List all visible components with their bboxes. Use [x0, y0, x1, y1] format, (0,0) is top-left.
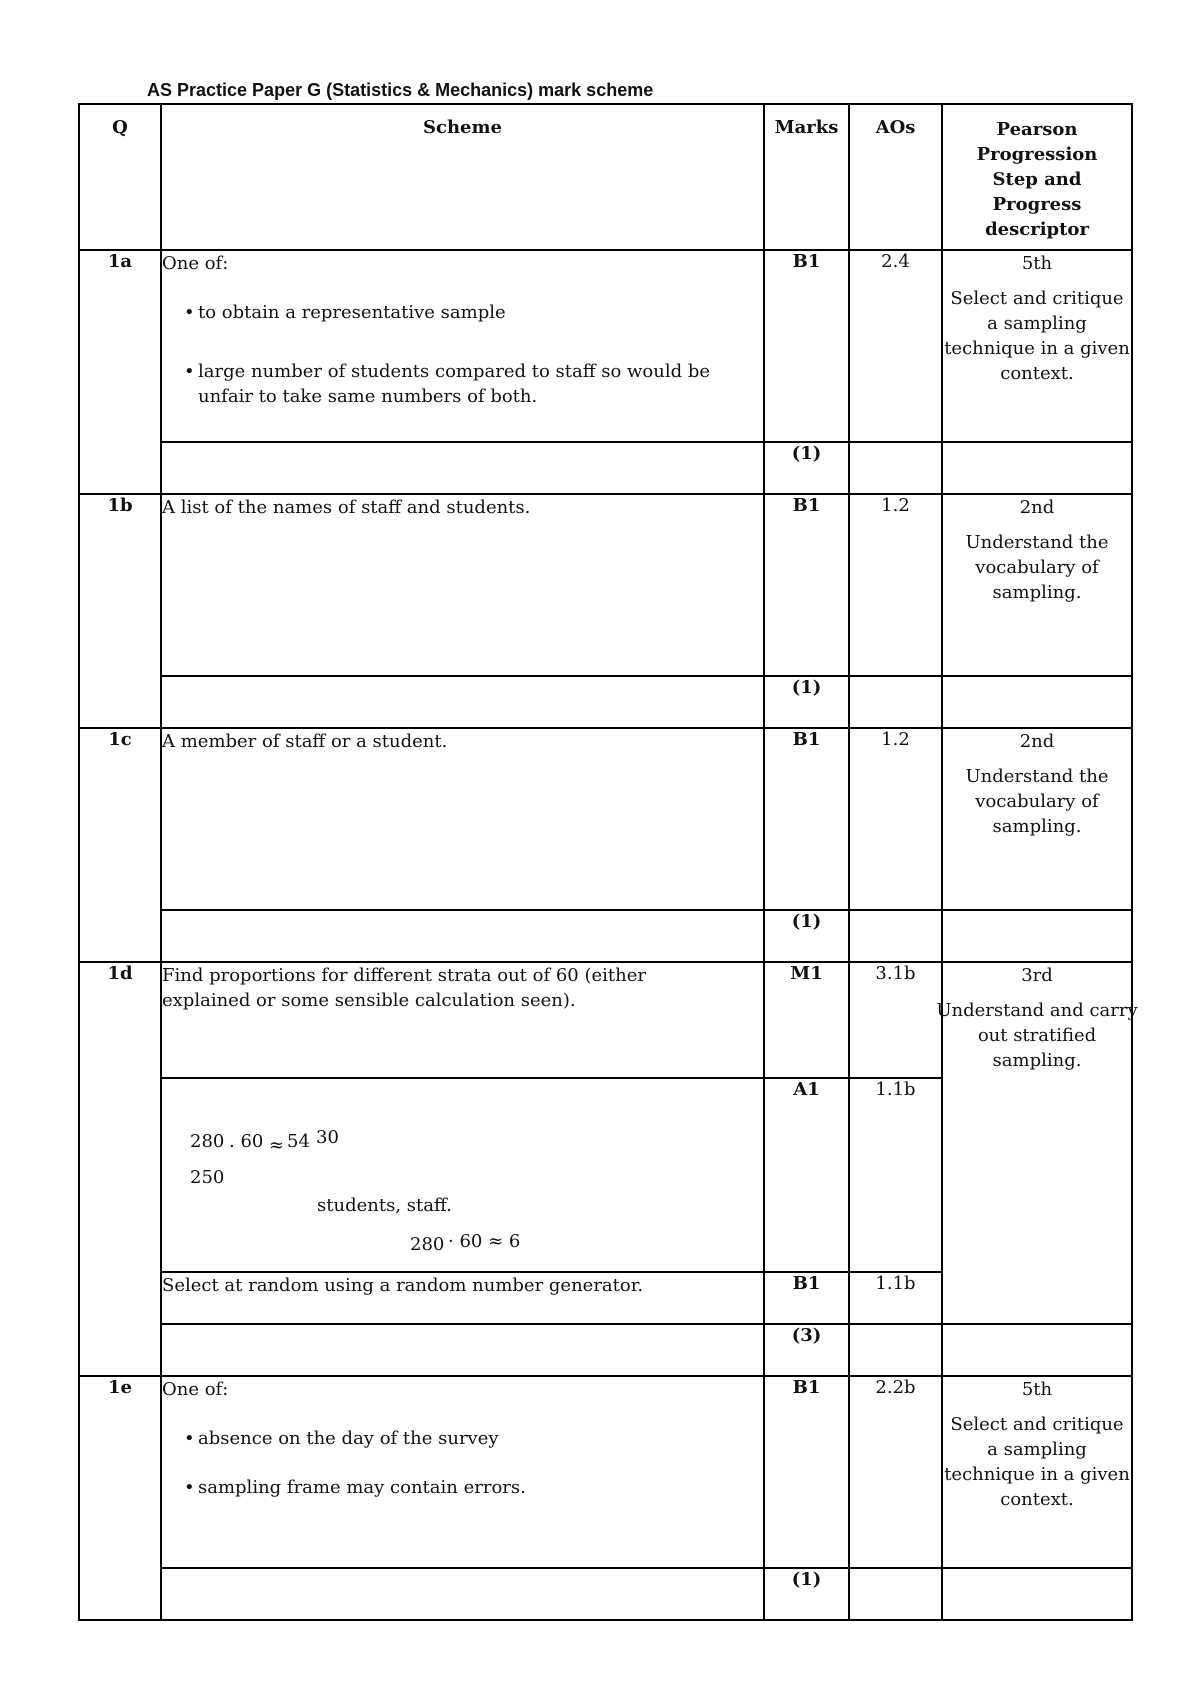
q1b-progress	[942, 494, 1132, 676]
q1e-bullet: • absence on the day of the survey	[184, 1428, 499, 1449]
work-students-staff: students, staff.	[317, 1195, 452, 1216]
q1d-accuracy-ao: 1.1b	[849, 1078, 942, 1272]
q1d-select-text: Select at random using a random number generator.	[161, 1272, 764, 1324]
q1a-progress	[942, 250, 1132, 442]
bullet-icon: •	[184, 302, 195, 323]
q1d-method-mark: M1	[764, 962, 849, 1078]
q1c-descriptor: Understand the vocabulary of sampling.	[965, 766, 1109, 837]
q1d-select-ao: 1.1b	[849, 1272, 942, 1324]
header-aos: AOs	[849, 104, 942, 250]
q1b-ao: 1.2	[849, 494, 942, 676]
work-54: 54	[287, 1131, 310, 1152]
q1d-progress	[936, 962, 1138, 1324]
q1c-scheme: A member of staff or a student.	[161, 728, 764, 910]
q1e-descriptor: Select and critique a sampling technique in a given context.	[944, 1414, 1130, 1510]
q1d-method-ao: 3.1b	[849, 962, 942, 1078]
bullet-icon: •	[184, 1477, 195, 1498]
q1c-row	[79, 728, 1132, 910]
q1d-total-row	[79, 1324, 1132, 1376]
q1e-row	[79, 1376, 1132, 1568]
q1d-method-text: Find proportions for different strata out of 60 (either explained or some sensible calculation seen).	[161, 962, 764, 1078]
q1e-step: 5th	[1021, 1379, 1053, 1400]
work-30: 30	[316, 1127, 339, 1148]
q1d-step: 3rd	[1021, 965, 1053, 986]
work-280b: 280	[410, 1234, 445, 1255]
q1c-mark: B1	[764, 728, 849, 910]
q1a-total-row	[79, 442, 1132, 494]
q1e-bullet: • sampling frame may contain errors.	[184, 1477, 526, 1498]
q1c-total: (1)	[764, 910, 849, 962]
work-6: · 60 ≈ 6	[448, 1231, 521, 1252]
work-250: 250	[190, 1167, 225, 1188]
q1e-ao: 2.2b	[849, 1376, 942, 1568]
bullet-icon: •	[184, 361, 195, 382]
q1b-label: 1b	[79, 494, 161, 728]
q1b-total-row	[79, 676, 1132, 728]
q1a-step: 5th	[1021, 253, 1053, 274]
q1c-label: 1c	[79, 728, 161, 962]
q1a-row	[79, 250, 1132, 442]
work-280: 280	[190, 1131, 225, 1152]
mark-scheme-table	[78, 103, 1138, 1621]
q1c-step: 2nd	[1019, 731, 1055, 752]
header-row	[79, 104, 1132, 250]
q1b-total: (1)	[764, 676, 849, 728]
header-scheme: Scheme	[161, 104, 764, 250]
q1b-scheme: A list of the names of staff and students.	[161, 494, 764, 676]
q1e-scheme	[161, 1376, 764, 1568]
header-q: Q	[79, 104, 161, 250]
q1e-total: (1)	[764, 1568, 849, 1620]
q1a-mark: B1	[764, 250, 849, 442]
q1a-total: (1)	[764, 442, 849, 494]
q1a-scheme	[161, 250, 764, 442]
q1b-descriptor: Understand the vocabulary of sampling.	[965, 532, 1109, 603]
header-marks: Marks	[764, 104, 849, 250]
q1e-total-row	[79, 1568, 1132, 1620]
q1d-accuracy-mark: A1	[764, 1078, 849, 1272]
work-60: . 60	[229, 1131, 264, 1152]
q1d-working	[161, 1078, 764, 1272]
q1a-ao: 2.4	[849, 250, 942, 442]
q1d-descriptor: Understand and carry out stratified sampling.	[936, 1000, 1138, 1071]
q1a-label: 1a	[79, 250, 161, 494]
q1b-step: 2nd	[1019, 497, 1055, 518]
bullet-icon: •	[184, 1428, 195, 1449]
header-pearson: Pearson Progression Step and Progress descriptor	[942, 104, 1132, 250]
q1b-row	[79, 494, 1132, 676]
q1e-label: 1e	[79, 1376, 161, 1620]
q1d-label: 1d	[79, 962, 161, 1376]
q1e-progress	[942, 1376, 1132, 1568]
q1a-bullet: • to obtain a representative sample	[184, 302, 506, 323]
q1a-intro: One of:	[162, 253, 229, 274]
q1a-descriptor: Select and critique a sampling technique in a given context.	[944, 288, 1130, 384]
q1d-row-method	[79, 962, 1132, 1078]
q1b-mark: B1	[764, 494, 849, 676]
work-approx: ≈	[269, 1135, 285, 1156]
q1d-total: (3)	[764, 1324, 849, 1376]
q1e-mark: B1	[764, 1376, 849, 1568]
q1e-intro: One of:	[162, 1379, 229, 1400]
document-title: AS Practice Paper G (Statistics & Mechanics) mark scheme	[147, 80, 654, 100]
q1a-bullet: • large number of students compared to staff so would be unfair to take same numbers of both.	[184, 361, 711, 407]
q1c-progress	[942, 728, 1132, 910]
q1c-ao: 1.2	[849, 728, 942, 910]
q1d-select-mark: B1	[764, 1272, 849, 1324]
q1c-total-row	[79, 910, 1132, 962]
